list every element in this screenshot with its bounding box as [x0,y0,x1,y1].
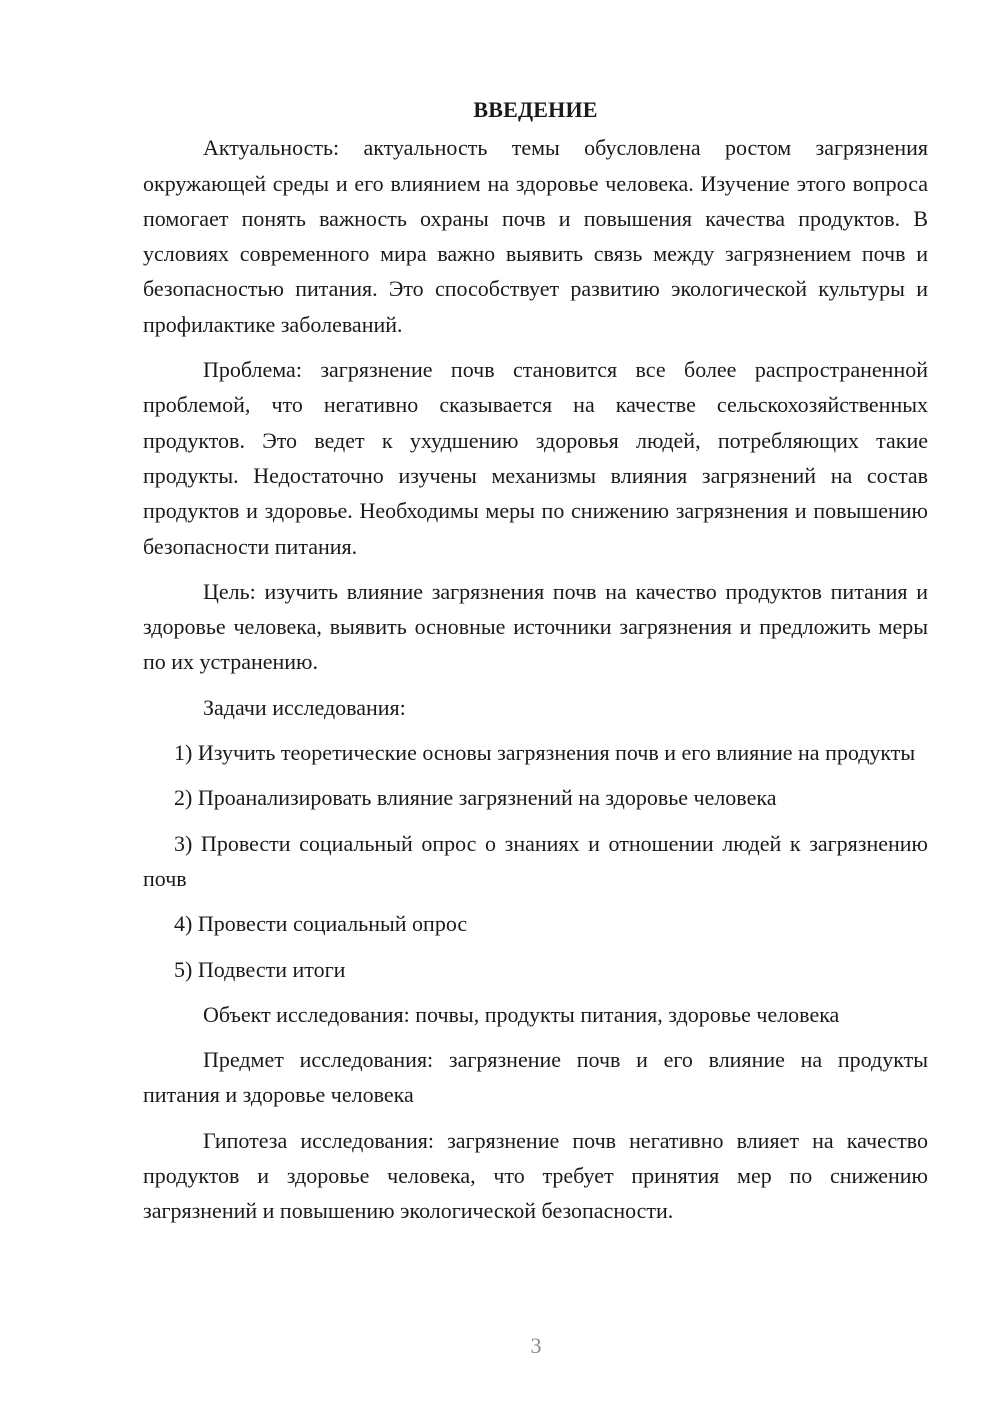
task-item-2: 2) Проанализировать влияние загрязнений на здоровье человека [174,785,777,811]
relevance-paragraph: Актуальность: актуальность темы обусловлена ростом загрязнения окружающей среды и его влиянием на здоровье человека. Изучение этого вопроса помогает понять важность охраны почв и повышения качества продуктов. В условиях современного мира важно выявить связь между загрязнением почв и безопасностью питания. Это способствует развитию экологической культуры и профилактике заболеваний. [143,135,928,337]
problem-paragraph: Проблема: загрязнение почв становится все более распространенной проблемой, что негативно сказывается на качестве сельскохозяйственных продуктов. Это ведет к ухудшению здоровья людей, потребляющих такие продукты. Недостаточно изучены механизмы влияния загрязнений на состав продуктов и здоровье. Необходимы меры по снижению загрязнения и повышению безопасности питания. [143,357,928,559]
subject-paragraph: Предмет исследования: загрязнение почв и его влияние на продукты питания и здоровье человека [143,1047,928,1108]
task-item-1: 1) Изучить теоретические основы загрязнения почв и его влияние на продукты [174,740,916,766]
object-paragraph: Объект исследования: почвы, продукты питания, здоровье человека [203,1001,840,1027]
goal-paragraph: Цель: изучить влияние загрязнения почв на качество продуктов питания и здоровье человека, выявить основные источники загрязнения и предложить меры по их устранению. [143,578,928,675]
document-body [143,92,928,1229]
task-item-5: 5) Подвести итоги [174,956,346,982]
page-number: 3 [530,1333,542,1358]
page-title: ВВЕДЕНИЕ [473,97,598,122]
tasks-title: Задачи исследования: [203,694,406,720]
hypothesis-paragraph: Гипотеза исследования: загрязнение почв негативно влияет на качество продуктов и здоровье человека, что требует принятия мер по снижению загрязнений и повышению экологической безопасности. [143,1127,928,1224]
task-item-3: 3) Провести социальный опрос о знаниях и отношении людей к загрязнению почв [143,830,928,891]
task-item-4: 4) Провести социальный опрос [174,911,468,937]
